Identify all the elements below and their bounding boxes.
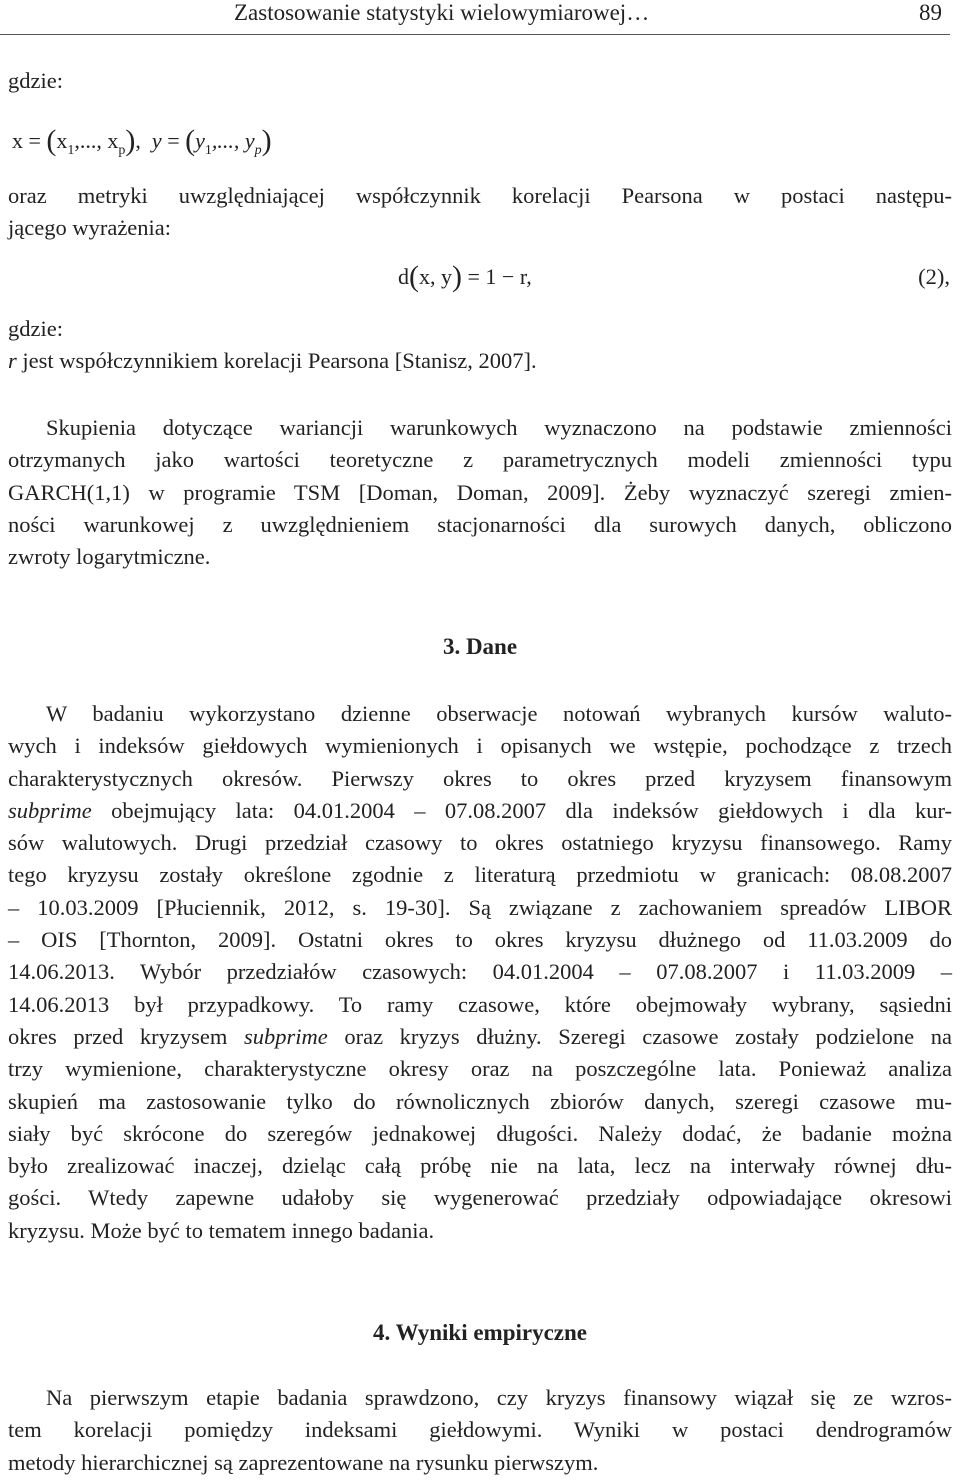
text-line: było zrealizować inaczej, dzieląc całą próbę nie na lata, lecz na interwały równej dłu- xyxy=(8,1153,952,1179)
text-line: 14.06.2013. Wybór przedziałów czasowych: 04.01.2004 – 07.08.2007 i 11.03.2009 – xyxy=(8,959,952,985)
formula-vectors xyxy=(12,122,272,156)
text-line: kryzysu. Może być to tematem innego badania. xyxy=(8,1217,435,1243)
formula-subscript: 1 xyxy=(204,143,212,158)
variable-r: r xyxy=(8,348,17,373)
section-heading-3: 3. Dane xyxy=(442,634,518,659)
text-span: obejmujący lata: 04.01.2004 – 07.08.2007 dla indeksów giełdowych i dla kur- xyxy=(91,797,952,823)
formula-symbol: ,..., y xyxy=(211,128,255,153)
formula-symbol: , xyxy=(135,128,141,153)
text-line: GARCH(1,1) w programie TSM [Doman, Doman, 2009]. Żeby wyznaczyć szeregi zmien- xyxy=(8,479,952,505)
text-line: sów walutowych. Drugi przedział czasowy to okres ostatniego kryzysu finansowego. Ramy xyxy=(8,830,952,856)
formula-symbol: = xyxy=(167,128,180,153)
text-line: metody hierarchicznej są zaprezentowane na rysunku pierwszym. xyxy=(8,1449,599,1475)
formula-symbol: x xyxy=(56,128,68,153)
text-line xyxy=(8,1021,952,1053)
text-line: 14.06.2013 był przypadkowy. To ramy czasowe, które obejmowały wybrany, sąsiedni xyxy=(8,991,952,1017)
formula-symbol: ) xyxy=(261,124,272,157)
formula-symbol: ( xyxy=(185,124,196,157)
emphasis-subprime: subprime xyxy=(243,1023,328,1049)
text-line: zwroty logarytmiczne. xyxy=(8,544,211,570)
equation-number: (2), xyxy=(918,264,950,289)
formula-symbol: ) xyxy=(452,260,462,293)
text-line: ności warunkowej z uwzględnieniem stacjonarności dla surowych danych, obliczono xyxy=(8,511,952,537)
formula-symbol: y xyxy=(195,128,205,153)
formula-symbol: ( xyxy=(46,124,57,157)
text-line: W badaniu wykorzystano dzienne obserwacje notowań wybranych kursów waluto- xyxy=(46,701,952,726)
text-line xyxy=(8,795,952,827)
text-line: tem korelacji pomiędzy indeksami giełdowymi. Wyniki w postaci dendrogramów xyxy=(8,1417,952,1443)
text-line: Skupienia dotyczące wariancji warunkowych wyznaczono na podstawie zmienności xyxy=(46,415,952,440)
formula-subscript: 1 xyxy=(67,143,75,158)
formula-symbol: ( xyxy=(409,260,419,293)
text-line: Na pierwszym etapie badania sprawdzono, czy kryzys finansowy wiązał się ze wzros- xyxy=(46,1385,952,1410)
r-definition xyxy=(8,346,537,376)
formula-symbol: ,..., x xyxy=(74,128,119,153)
text-line: otrzymanych jako wartości teoretyczne z parametrycznych modeli zmienności typu xyxy=(8,447,952,473)
text-line: skupień ma zastosowanie tylko do równolicznych zbiorów danych, szeregi czasowe mu- xyxy=(8,1088,952,1114)
formula-distance xyxy=(398,258,532,292)
intro-paragraph xyxy=(8,180,952,245)
text-line: oraz metryki uwzględniającej współczynnik korelacji Pearsona w postaci następu- xyxy=(8,183,952,208)
text-line: jącego wyrażenia: xyxy=(8,215,172,241)
r-definition-text: jest współczynnikiem korelacji Pearsona [Stanisz, 2007]. xyxy=(16,348,537,373)
page-number: 89 xyxy=(919,0,942,25)
text-line: gości. Wtedy zapewne udałoby się wygenerować przedziały odpowiadające okresowi xyxy=(8,1185,952,1211)
formula-symbol: = xyxy=(28,128,41,153)
paragraph-wyniki xyxy=(8,1382,952,1479)
running-header xyxy=(0,0,950,35)
section-heading-4: 4. Wyniki empiryczne xyxy=(372,1320,588,1345)
text-span: okres przed kryzysem xyxy=(8,1023,244,1049)
formula-symbol: = 1 − r xyxy=(467,264,527,289)
running-header-title: Zastosowanie statystyki wielowymiarowej… xyxy=(234,0,650,25)
paragraph-skupienia xyxy=(8,412,952,573)
text-line: wych i indeksów giełdowych wymienionych i opisanych we wstępie, pochodzące z trzech xyxy=(8,733,952,759)
where-label-2: gdzie: xyxy=(8,316,63,341)
text-line: siały być skrócone do szeregów jednakowej długości. Należy dodać, że badanie można xyxy=(8,1120,952,1146)
text-line: tego kryzysu zostały określone zgodnie z literaturą przedmiotu w granicach: 08.08.2007 xyxy=(8,862,952,888)
emphasis-subprime: subprime xyxy=(8,797,92,823)
formula-symbol: x xyxy=(12,128,23,153)
where-label-1: gdzie: xyxy=(8,68,63,93)
formula-symbol: ) xyxy=(125,124,136,157)
text-span: oraz kryzys dłużny. Szeregi czasowe zostały podzielone na xyxy=(327,1023,952,1049)
formula-subscript: p xyxy=(118,143,126,158)
formula-subscript: p xyxy=(254,143,262,158)
formula-symbol: d xyxy=(398,264,409,289)
text-line: trzy wymienione, charakterystyczne okresy oraz na poszczególne lata. Ponieważ analiza xyxy=(8,1056,952,1082)
text-line: – 10.03.2009 [Płuciennik, 2012, s. 19-30]. Są związane z zachowaniem spreadów LIBOR xyxy=(8,894,952,920)
text-line: – OIS [Thornton, 2009]. Ostatni okres to okres kryzysu dłużnego od 11.03.2009 do xyxy=(8,927,952,953)
paragraph-dane xyxy=(8,698,952,1247)
formula-symbol: y xyxy=(151,128,162,153)
formula-symbol: , xyxy=(526,264,532,289)
text-line: charakterystycznych okresów. Pierwszy okres to okres przed kryzysem finansowym xyxy=(8,765,952,791)
formula-symbol: x, y xyxy=(419,264,452,289)
